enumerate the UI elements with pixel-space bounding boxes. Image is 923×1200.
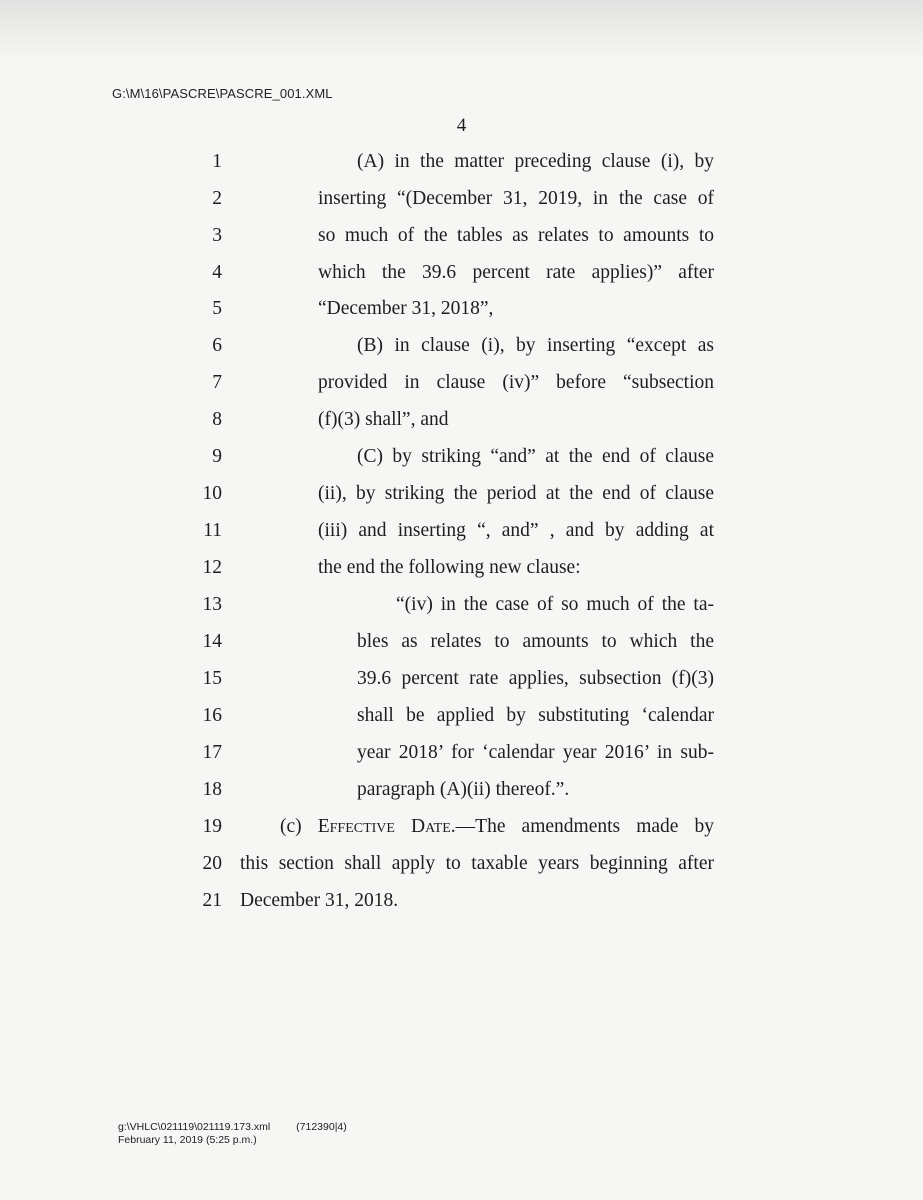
line-text: which the 39.6 percent rate applies)” after bbox=[318, 262, 714, 283]
line-text: this section shall apply to taxable years beginning after bbox=[240, 853, 714, 874]
line-text: (ii), by striking the period at the end of clause bbox=[318, 483, 714, 504]
line-text: inserting “(December 31, 2019, in the case of bbox=[318, 188, 714, 209]
subsection-prefix: (c) bbox=[280, 816, 318, 837]
footer-path: g:\VHLC\021119\021119.173.xml bbox=[118, 1121, 271, 1133]
line-number: 7 bbox=[212, 372, 222, 393]
text-line bbox=[0, 889, 923, 926]
line-number: 8 bbox=[212, 409, 222, 430]
line-text bbox=[280, 815, 714, 839]
text-line bbox=[0, 297, 923, 334]
text-line bbox=[0, 741, 923, 778]
line-text: (iii) and inserting “, and” , and by adding at bbox=[318, 520, 714, 541]
line-number: 3 bbox=[212, 225, 222, 246]
line-text: so much of the tables as relates to amounts to bbox=[318, 225, 714, 246]
line-text: (A) in the matter preceding clause (i), by bbox=[357, 151, 714, 172]
footer-date: February 11, 2019 (5:25 p.m.) bbox=[118, 1134, 257, 1146]
text-line bbox=[0, 556, 923, 593]
document-footer bbox=[118, 1121, 347, 1147]
line-text: (C) by striking “and” at the end of clause bbox=[357, 446, 714, 467]
text-line bbox=[0, 150, 923, 187]
text-line bbox=[0, 815, 923, 852]
line-text: year 2018’ for ‘calendar year 2016’ in sub- bbox=[357, 742, 714, 763]
text-line bbox=[0, 667, 923, 704]
line-number: 2 bbox=[212, 188, 222, 209]
text-line bbox=[0, 187, 923, 224]
text-line bbox=[0, 482, 923, 519]
text-line bbox=[0, 519, 923, 556]
line-number: 14 bbox=[202, 631, 222, 652]
footer-code: (712390|4) bbox=[296, 1121, 347, 1133]
line-text: provided in clause (iv)” before “subsection bbox=[318, 372, 714, 393]
line-text: “December 31, 2018”, bbox=[318, 298, 494, 319]
text-line bbox=[0, 371, 923, 408]
line-text: (f)(3) shall”, and bbox=[318, 409, 449, 430]
line-number: 17 bbox=[202, 742, 222, 763]
line-text: the end the following new clause: bbox=[318, 557, 581, 578]
line-number: 13 bbox=[202, 594, 222, 615]
line-number: 9 bbox=[212, 446, 222, 467]
text-line bbox=[0, 408, 923, 445]
line-number: 16 bbox=[202, 705, 222, 726]
line-text-rest: —The amendments made by bbox=[455, 816, 714, 837]
text-line bbox=[0, 704, 923, 741]
line-number: 20 bbox=[202, 853, 222, 874]
scan-shadow bbox=[0, 0, 923, 60]
line-number: 5 bbox=[212, 298, 222, 319]
text-line bbox=[0, 630, 923, 667]
page-number: 4 bbox=[456, 115, 467, 136]
section-heading: Effective Date. bbox=[317, 816, 456, 837]
line-text: “(iv) in the case of so much of the ta- bbox=[396, 594, 714, 615]
text-line bbox=[0, 445, 923, 482]
text-line bbox=[0, 334, 923, 371]
line-text: shall be applied by substituting ‘calendar bbox=[357, 705, 714, 726]
line-number: 21 bbox=[202, 890, 222, 911]
text-line bbox=[0, 593, 923, 630]
line-number: 12 bbox=[202, 557, 222, 578]
line-number: 18 bbox=[202, 779, 222, 800]
file-path: G:\M\16\PASCRE\PASCRE_001.XML bbox=[112, 86, 333, 101]
line-text: bles as relates to amounts to which the bbox=[357, 631, 714, 652]
text-line bbox=[0, 224, 923, 261]
line-number: 11 bbox=[203, 520, 222, 541]
line-number: 1 bbox=[212, 151, 222, 172]
line-text: December 31, 2018. bbox=[240, 890, 399, 911]
line-number: 6 bbox=[212, 335, 222, 356]
line-text: (B) in clause (i), by inserting “except as bbox=[357, 335, 714, 356]
text-line bbox=[0, 778, 923, 815]
line-number: 19 bbox=[202, 816, 222, 837]
text-line bbox=[0, 261, 923, 298]
line-number: 15 bbox=[202, 668, 222, 689]
text-line bbox=[0, 852, 923, 889]
line-text: paragraph (A)(ii) thereof.”. bbox=[357, 779, 570, 800]
line-number: 4 bbox=[212, 262, 222, 283]
line-text: 39.6 percent rate applies, subsection (f)(3) bbox=[357, 668, 714, 689]
line-number: 10 bbox=[202, 483, 222, 504]
